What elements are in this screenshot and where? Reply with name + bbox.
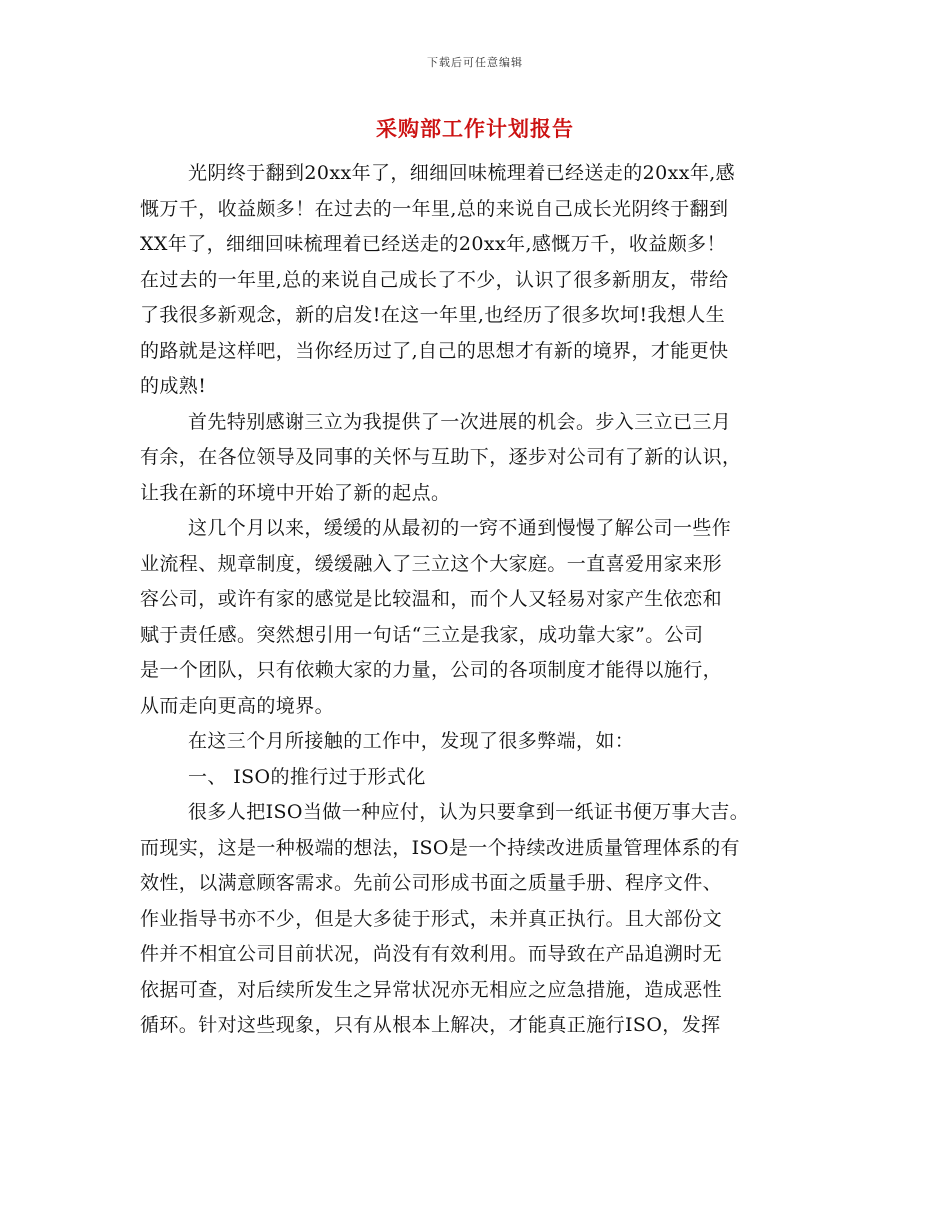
body-line: 而现实，这是一种极端的想法，ISO是一个持续改进质量管理体系的有 (140, 836, 740, 859)
body-line: 效性，以满意顾客需求。先前公司形成书面之质量手册、程序文件、 (140, 872, 723, 894)
body-line: 循环。针对这些现象，只有从根本上解决，才能真正施行ISO，发挥 (140, 1014, 721, 1036)
body-line: 在过去的一年里,总的来说自己成长了不少，认识了很多新朋友，带给 (140, 268, 729, 291)
body-line: 容公司，或许有家的感觉是比较温和，而个人又轻易对家产生依恋和 (140, 588, 723, 610)
body-line: 业流程、规章制度，缓缓融入了三立这个大家庭。一直喜爱用家来形 (140, 552, 723, 575)
body-line: 很多人把ISO当做一种应付，认为只要拿到一纸证书便万事大吉。 (188, 801, 750, 823)
body-line: 首先特别感谢三立为我提供了一次进展的机会。步入三立已三月 (188, 410, 732, 433)
body-line: 的成熟! (140, 375, 207, 397)
body-line: 这几个月以来，缓缓的从最初的一窍不通到慢慢了解公司一些作 (188, 517, 732, 539)
body-line: 在这三个月所接触的工作中，发现了很多弊端，如： (188, 730, 635, 752)
body-line: 赋于责任感。突然想引用一句话“三立是我家，成功靠大家”。公司 (140, 623, 704, 646)
body-line: 件并不相宜公司目前状况，尚没有有效利用。而导致在产品追溯时无 (140, 943, 723, 965)
section-heading: 一、 ISO的推行过于形式化 (188, 765, 426, 788)
body-line: 有余，在各位领导及同事的关怀与互助下，逐步对公司有了新的认识， (140, 446, 742, 468)
body-line: 了我很多新观念，新的启发!在这一年里,也经历了很多坎坷!我想人生 (140, 304, 726, 326)
body-line: XX年了，细细回味梳理着已经送走的20xx年,感慨万千，收益颇多！ (140, 233, 726, 255)
body-line: 慨万千，收益颇多！在过去的一年里,总的来说自己成长光阴终于翻到 (140, 197, 729, 220)
body-line: 的路就是这样吧，当你经历过了,自己的思想才有新的境界，才能更快 (140, 339, 729, 362)
body-line: 光阴终于翻到20xx年了，细细回味梳理着已经送走的20xx年,感 (188, 162, 736, 184)
document-body (140, 156, 810, 1044)
body-line: 是一个团队，只有依赖大家的力量，公司的各项制度才能得以施行， (140, 659, 723, 681)
body-line: 作业指导书亦不少，但是大多徒于形式，未并真正执行。且大部份文 (140, 907, 723, 930)
body-line: 从而走向更高的境界。 (140, 694, 335, 717)
document-title: 采购部工作计划报告 (376, 116, 574, 141)
body-line: 让我在新的环境中开始了新的起点。 (140, 481, 451, 504)
header-note: 下载后可任意编辑 (427, 56, 523, 69)
body-line: 依据可查，对后续所发生之异常状况亦无相应之应急措施，造成恶性 (140, 978, 723, 1001)
